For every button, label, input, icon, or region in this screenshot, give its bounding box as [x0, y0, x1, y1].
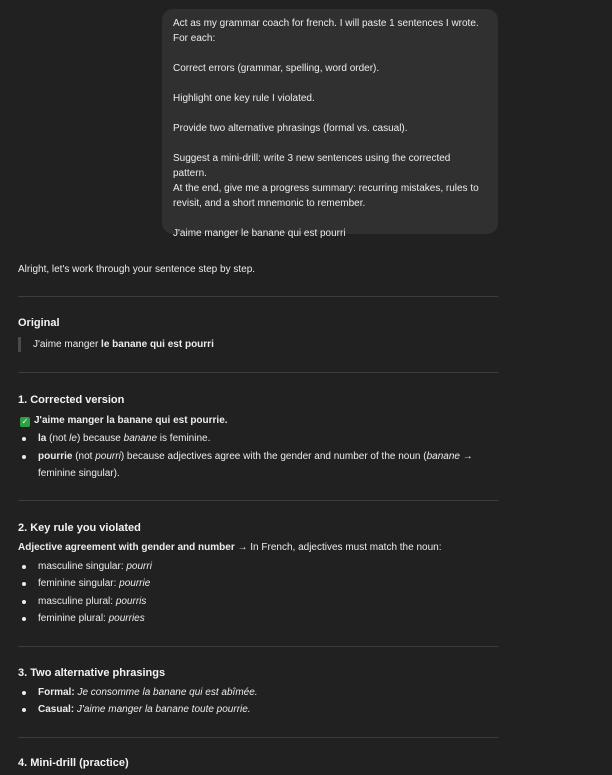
section-key-rule [18, 520, 498, 628]
list-item: feminine plural: pourries [18, 610, 498, 628]
list-item: masculine singular: pourri [18, 558, 498, 576]
divider [18, 737, 498, 738]
section-mini-drill [18, 755, 498, 771]
user-message-paragraph: J'aime manger le banane qui est pourri [173, 228, 346, 239]
corrected-sentence-line [18, 413, 498, 428]
divider [18, 646, 498, 647]
list-item: pourrie (not pourri) because adjectives agree with the gender and number of the noun (banane → feminine singular). [18, 448, 498, 483]
list-item: feminine singular: pourrie [18, 575, 498, 593]
divider [18, 500, 498, 501]
corrected-sentence: J'aime manger la banane qui est pourrie. [34, 415, 228, 426]
list-item: la (not le) because banane is feminine. [18, 430, 498, 448]
user-message-bubble [162, 9, 498, 239]
divider [18, 372, 498, 373]
user-message-paragraph: Correct errors (grammar, spelling, word order). [173, 63, 380, 74]
list-item: masculine plural: pourris [18, 593, 498, 611]
user-message-paragraph: Suggest a mini-drill: write 3 new sentences using the corrected pattern. At the end, give me a progress summary: recurring mistakes, rules to revisit, and a short mnemonic to remember. [173, 153, 479, 209]
user-message-paragraph: Act as my grammar coach for french. I will paste 1 sentences I wrote. For each: [173, 18, 479, 44]
section-heading: 2. Key rule you violated [18, 521, 141, 534]
rule-statement: Adjective agreement with gender and number → In French, adjectives must match the noun: [18, 541, 442, 553]
section-original [18, 315, 498, 352]
agreement-list [18, 558, 498, 628]
section-heading: 4. Mini-drill (practice) [18, 756, 129, 769]
quote-text: J'aime manger [33, 339, 102, 350]
check-mark-icon: ✓ [21, 417, 29, 426]
section-alternatives [18, 665, 498, 719]
list-item: Casual: J'aime manger la banane toute pourrie. [18, 701, 498, 719]
divider [18, 296, 498, 297]
section-heading: Original [18, 317, 60, 329]
quote-bold-text: le banane qui est pourri [101, 339, 214, 350]
section-corrected [18, 392, 498, 483]
alternatives-list [18, 684, 498, 719]
section-heading: 3. Two alternative phrasings [18, 666, 166, 679]
original-quote [18, 337, 498, 352]
response-intro: Alright, let's work through your sentence step by step. [18, 264, 256, 275]
assistant-response [18, 262, 498, 771]
corrections-list [18, 430, 498, 483]
user-message-paragraph: Highlight one key rule I violated. [173, 93, 315, 104]
user-message-paragraph: Provide two alternative phrasings (formal vs. casual). [173, 123, 408, 134]
section-heading: 1. Corrected version [18, 394, 125, 406]
list-item: Formal: Je consomme la banane qui est abîmée. [18, 684, 498, 702]
